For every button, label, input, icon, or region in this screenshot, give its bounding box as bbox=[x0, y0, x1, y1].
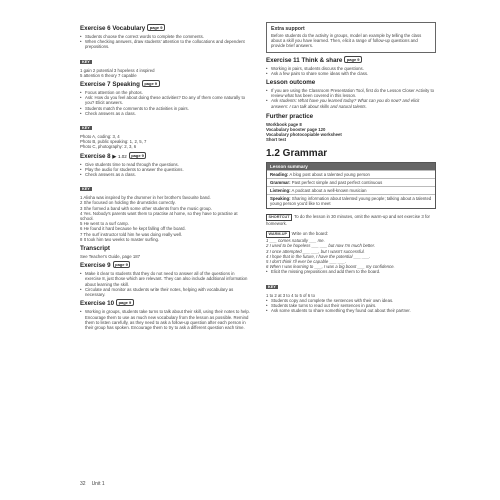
exercise-11-heading bbox=[266, 57, 436, 64]
practice-line: Vocabulary booster page 120 bbox=[266, 127, 326, 133]
warm-up-tag: WARM-UP bbox=[266, 231, 290, 238]
bullet: • Check answers as a class. bbox=[80, 111, 250, 116]
bullet: • Students take turns to read out their sentences in pairs. bbox=[266, 303, 436, 308]
bullet: • When checking answers, draw students' attention to the collocations and dependent prepositions. bbox=[80, 39, 250, 49]
transcript-ref: See Teacher's Guide, page 187 bbox=[80, 254, 140, 260]
page-tag: page 9 bbox=[129, 152, 147, 159]
warm-up-note bbox=[266, 231, 436, 238]
page-tag: page 9 bbox=[344, 56, 362, 63]
audio-icon[interactable]: ▶ bbox=[112, 153, 117, 160]
summary-row bbox=[267, 178, 435, 186]
shortcut-note bbox=[266, 214, 436, 226]
answer-line: Photo A, coding: 3, 4 bbox=[80, 134, 120, 140]
transcript-heading: Transcript bbox=[80, 245, 110, 253]
bullet: • Make it clear to students that they do not need to answer all of the questions in exercise 8, just those which are relevant. They can also include additional information about learning the skill. bbox=[80, 271, 250, 287]
exercise-8-answers bbox=[80, 195, 250, 242]
bullet: • Play the audio for students to answer the questions. bbox=[80, 167, 250, 172]
page-tag: page 9 bbox=[116, 299, 134, 306]
lesson-outcome-bullets bbox=[266, 88, 436, 109]
bullet: • Focus attention on the photos. bbox=[80, 90, 250, 95]
sentence-line: 1 ___ comes naturally ___ me. bbox=[266, 238, 325, 244]
practice-line: Vocabulary photocopiable worksheet bbox=[266, 132, 342, 138]
summary-row bbox=[267, 194, 435, 207]
summary-value: A blog post about a talented young person bbox=[289, 171, 370, 177]
answer-line: 2 She focused on holding the drumsticks correctly. bbox=[80, 200, 176, 206]
answer-line: 8 It took him two weeks to master surfing. bbox=[80, 236, 160, 242]
summary-row bbox=[267, 170, 435, 178]
summary-key: Listening: bbox=[270, 188, 291, 194]
bullet: • If you are using the Classroom Presentation Tool, first do the Lesson Closer Activity to review what has been covered in this lesson. bbox=[266, 88, 436, 98]
right-column bbox=[266, 22, 436, 314]
bullet: • Elicit the missing prepositions and add them to the board. bbox=[266, 269, 436, 274]
bullet: • Working in groups, students take turns to talk about their skill, using their notes to help. Encourage them to use as much new vocabulary from the lesson as possible. Remind them to listen carefully, as they need to ask a follow-up question after each person in their group has spoken. Encourage them to try to ask a different question each time. bbox=[80, 309, 250, 330]
summary-value: A podcast about a well-known musician bbox=[291, 188, 367, 194]
answer-line: 5 attention 6 theory 7 capable bbox=[80, 72, 137, 78]
practice-line: Short test bbox=[266, 137, 287, 143]
sentence-line: 6 When I was learning to ___, I was a big boost ___ my confidence. bbox=[266, 264, 395, 270]
sentence-line: 3 I once attempted ___ ___, but I wasn't successful. bbox=[266, 248, 365, 254]
bullet: • Working in pairs, students discuss the questions. bbox=[266, 66, 436, 71]
bullet: • Check answers as a class. bbox=[80, 172, 250, 177]
exercise-9-title: Exercise 9 bbox=[80, 262, 111, 270]
summary-key: Reading: bbox=[270, 171, 289, 177]
answer-line: 5 He went to a surf camp. bbox=[80, 221, 129, 227]
exercise-6-heading bbox=[80, 25, 250, 32]
exercise-10-heading bbox=[80, 300, 250, 307]
bullet: • Students choose the correct words to complete the comments. bbox=[80, 34, 250, 39]
page-tag: page 9 bbox=[142, 80, 160, 87]
exercise-11-title: Exercise 11 Think & share bbox=[266, 56, 343, 64]
bullet: • Circulate and monitor as students write their notes, helping with vocabulary as necessary. bbox=[80, 287, 250, 297]
key-label: KEY bbox=[268, 284, 276, 289]
warm-up-sentences bbox=[266, 238, 436, 269]
exercise-11-bullets bbox=[266, 66, 436, 76]
unit-label: Unit 1 bbox=[91, 481, 105, 487]
warm-up-bullets bbox=[266, 269, 436, 274]
bullet: • Students match the comments to the activities in pairs. bbox=[80, 106, 250, 111]
extra-support-title: Extra support bbox=[271, 26, 305, 32]
warm-up-intro: Write on the board: bbox=[291, 231, 329, 237]
left-column bbox=[80, 22, 250, 330]
bullet: • Ask students: What have you learned today? What can you do now? and elicit answers: I can talk about skills and natural talents. bbox=[266, 98, 436, 108]
key-label: KEY bbox=[82, 59, 90, 64]
exercise-8-bullets bbox=[80, 162, 250, 178]
lesson-outcome-heading: Lesson outcome bbox=[266, 79, 316, 87]
answer-line: Photo B, public speaking: 1, 2, 5, 7 bbox=[80, 139, 147, 145]
answer-line: 1 Alisha was inspired by the drummer in her brother's favourite band. bbox=[80, 195, 211, 201]
answer-line: 4 Yes. Nobody's parents want them to practise at home, so they have to practise at school. bbox=[80, 210, 238, 222]
summary-value: Past perfect simple and past perfect continuous bbox=[291, 179, 383, 185]
audio-track: 1.02 bbox=[117, 153, 127, 159]
summary-key: Speaking: bbox=[270, 196, 291, 202]
key-label: KEY bbox=[82, 187, 90, 192]
summary-value: Sharing information about talented young people; talking about a talented young person you'd like to meet bbox=[270, 196, 432, 207]
answer-line: Photo C, photography: 2, 3, 6 bbox=[80, 144, 137, 150]
exercise-9-heading bbox=[80, 262, 250, 269]
exercise-9-bullets bbox=[80, 271, 250, 297]
answer-line: 7 The surf instructor told him he was doing really well. bbox=[80, 231, 183, 237]
answer-line: 6 He found it hard because he kept falling off the board. bbox=[80, 226, 186, 232]
exercise-10-title: Exercise 10 bbox=[80, 300, 115, 308]
exercise-6-title: Exercise 6 Vocabulary bbox=[80, 25, 146, 32]
key-label: KEY bbox=[82, 126, 90, 131]
warm-up-bullets-2 bbox=[266, 298, 436, 314]
lesson-summary-header: Lesson summary bbox=[267, 163, 435, 170]
bullet: • Students copy and complete the sentences with their own ideas. bbox=[266, 298, 436, 303]
exercise-7-heading bbox=[80, 81, 250, 88]
exercise-7-title: Exercise 7 Speaking bbox=[80, 81, 140, 89]
bullet: • Ask: How do you feel about doing these activities? Do any of them come naturally to you? Elicit answers. bbox=[80, 95, 250, 105]
answer-line: 3 She formed a band with some other students from the music group. bbox=[80, 205, 212, 211]
answer-line: 1 to 2 at 3 to 4 to 5 of 6 to bbox=[266, 292, 315, 298]
extra-support-text: Before students do the activity in groups, model an example by telling the class about a skill you have learned. Then, elicit a range of follow-up questions and provide brief answers. bbox=[271, 33, 422, 49]
page-footer bbox=[80, 481, 111, 487]
exercise-7-bullets bbox=[80, 90, 250, 116]
exercise-10-bullets bbox=[80, 309, 250, 330]
summary-key: Grammar: bbox=[270, 179, 291, 185]
page-number: 32 bbox=[80, 481, 86, 487]
page-tag: page 9 bbox=[113, 261, 131, 268]
summary-row bbox=[267, 186, 435, 194]
exercise-6-bullets bbox=[80, 34, 250, 50]
further-practice-heading: Further practice bbox=[266, 112, 314, 120]
exercise-8-title: Exercise 8 bbox=[80, 152, 111, 160]
practice-line: Workbook page 8 bbox=[266, 121, 302, 127]
lesson-summary-table bbox=[266, 162, 436, 209]
bullet: • Ask some students to share something they found out about their partner. bbox=[266, 308, 436, 313]
shortcut-text: To do the lesson in 30 minutes, omit the warm-up and set exercise 3 for homework. bbox=[266, 213, 430, 226]
sentence-line: 5 I don't think I'll ever be capable ___ ___. bbox=[266, 259, 347, 265]
answer-line: 1 gain 2 potential 3 hopeless 4 inspired bbox=[80, 67, 155, 73]
bullet: • Ask a few pairs to share some ideas with the class. bbox=[266, 71, 436, 76]
shortcut-tag: SHORTCUT bbox=[266, 214, 292, 221]
exercise-8-heading bbox=[80, 153, 250, 160]
extra-support-box bbox=[266, 22, 436, 53]
page-tag: page 9 bbox=[147, 24, 165, 31]
section-title: 1.2 Grammar bbox=[266, 147, 328, 159]
bullet: • Give students time to read through the questions. bbox=[80, 162, 250, 167]
sentence-line: 4 I hope that in the future, I have the potential ___ ___. bbox=[266, 253, 371, 259]
sentence-line: 2 I used to be hopeless ___ ___ but now I'm much better. bbox=[266, 243, 376, 249]
